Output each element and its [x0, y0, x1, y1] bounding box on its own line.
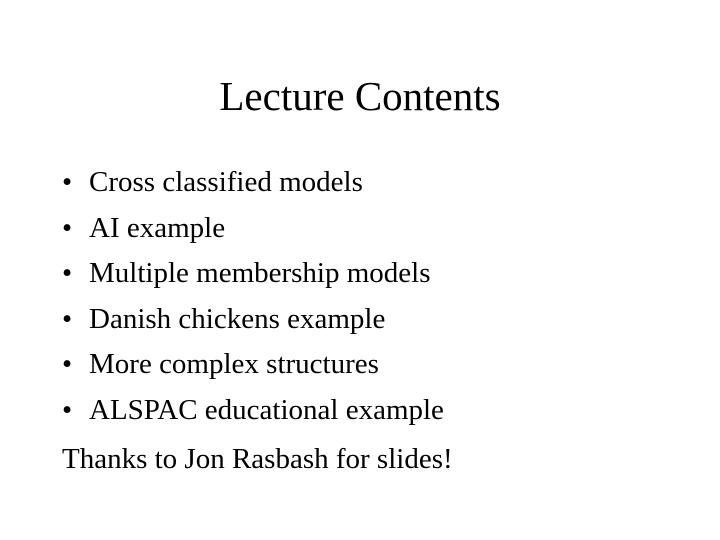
- bullet-text: Danish chickens example: [89, 302, 386, 335]
- bullet-text: Cross classified models: [89, 166, 363, 198]
- bullet-text: ALSPAC educational example: [89, 393, 444, 426]
- acknowledgement-text: Thanks to Jon Rasbash for slides!: [62, 443, 453, 475]
- bullet-text: AI example: [89, 211, 226, 244]
- bullet-item: [62, 297, 702, 343]
- bullet-icon: •: [62, 166, 73, 198]
- bullet-icon: •: [62, 302, 73, 335]
- bullet-icon: •: [62, 211, 73, 244]
- bullet-text: Multiple membership models: [89, 257, 431, 289]
- bullet-icon: •: [62, 257, 73, 289]
- bullet-item: [62, 251, 702, 297]
- bullet-item: [62, 206, 702, 252]
- slide-title: [0, 72, 720, 120]
- bullet-item: [62, 160, 702, 206]
- bullet-icon: •: [62, 348, 73, 380]
- bullet-list: [62, 160, 702, 433]
- bullet-item: [62, 342, 702, 388]
- bullet-icon: •: [62, 393, 73, 426]
- bullet-text: More complex structures: [89, 348, 379, 380]
- bullet-item: [62, 388, 702, 434]
- slide-title-text: Lecture Contents: [219, 73, 501, 119]
